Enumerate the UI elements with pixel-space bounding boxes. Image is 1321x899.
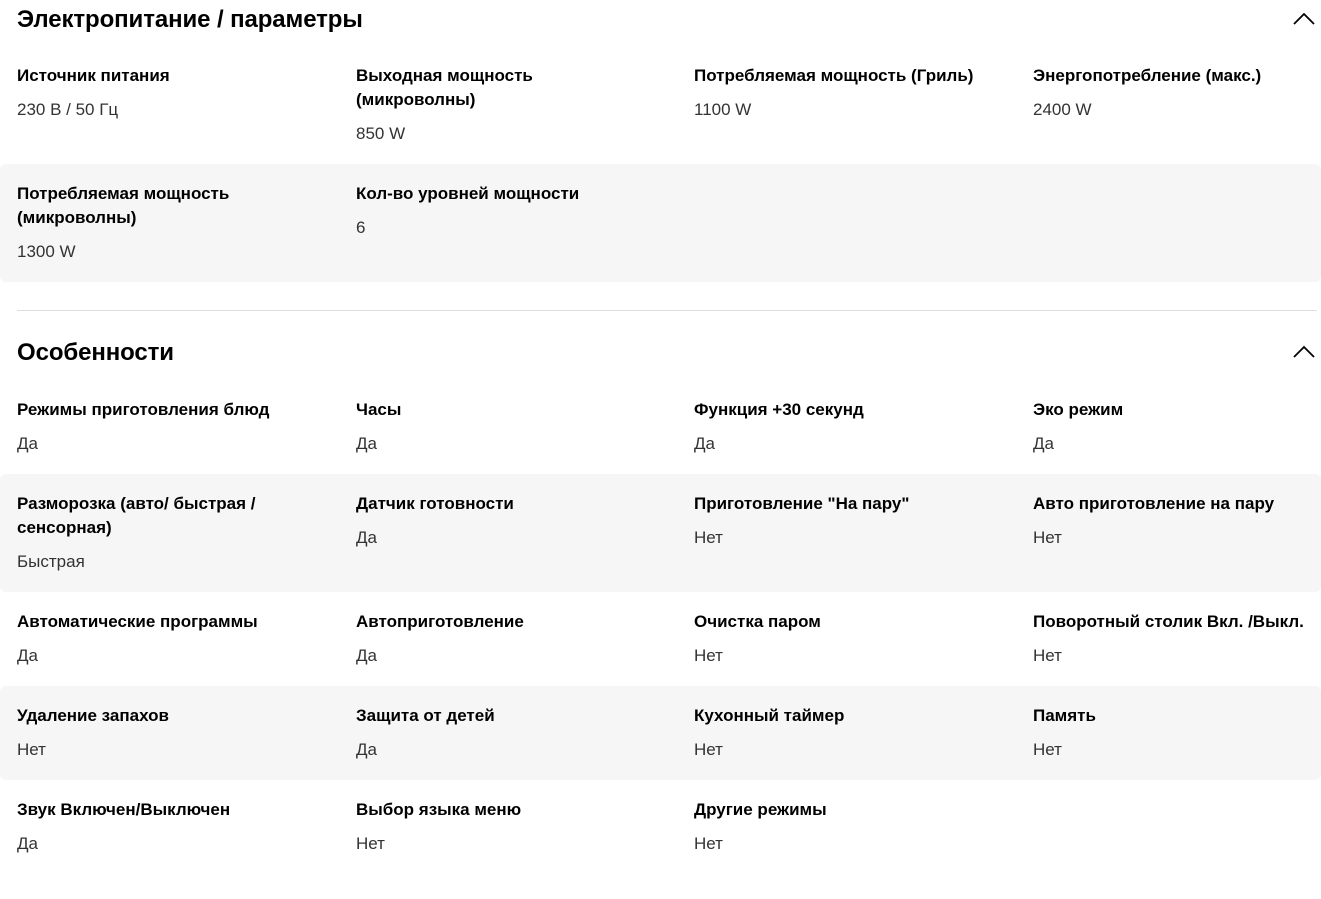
spec-item [1033,398,1321,456]
spec-label: Датчик готовности [356,494,514,513]
spec-value: Нет [17,740,46,759]
spec-value: Нет [694,646,723,665]
spec-item [694,64,1014,122]
spec-item [1033,64,1321,122]
spec-item [356,798,676,856]
spec-value: Нет [1033,646,1062,665]
section-divider [17,310,1317,311]
spec-item [356,492,676,550]
spec-label: Режимы приготовления блюд [17,400,270,419]
spec-value: Нет [694,528,723,547]
spec-label: Разморозка (авто/ быстрая / сенсорная) [17,494,256,537]
spec-label: Звук Включен/Выключен [17,800,231,819]
spec-value: Да [356,740,377,759]
spec-label: Авто приготовление на пару [1033,494,1275,513]
spec-item [356,704,676,762]
spec-label: Источник питания [17,66,170,85]
spec-label: Кол-во уровней мощности [356,184,580,203]
spec-value: Нет [1033,740,1062,759]
spec-row [0,780,1321,874]
spec-value: Да [17,834,38,853]
spec-item [17,798,337,856]
spec-value: 6 [356,218,366,237]
spec-label: Энергопотребление (макс.) [1033,66,1262,85]
spec-item [17,398,337,456]
spec-value: Да [17,434,38,453]
spec-item [356,64,676,146]
spec-label: Выходная мощность (микроволны) [356,66,533,109]
spec-label: Защита от детей [356,706,495,725]
spec-label: Потребляемая мощность (Гриль) [694,66,974,85]
spec-label: Очистка паром [694,612,821,631]
spec-label: Потребляемая мощность (микроволны) [17,184,230,227]
spec-label: Часы [356,400,402,419]
spec-label: Автоприготовление [356,612,524,631]
section-title: Электропитание / параметры [17,6,363,33]
spec-item [17,64,337,122]
spec-item [356,398,676,456]
spec-value: Да [356,646,377,665]
spec-row [0,392,1321,474]
spec-row [0,164,1321,282]
spec-value: Быстрая [17,552,85,571]
chevron-up-icon [1293,12,1315,26]
spec-item [1033,610,1319,668]
chevron-up-icon [1293,345,1315,359]
collapse-button[interactable] [1287,4,1321,36]
spec-row [0,474,1321,592]
section-title: Особенности [17,339,174,366]
spec-row [0,592,1321,686]
spec-label: Другие режимы [694,800,827,819]
spec-label: Автоматические программы [17,612,258,631]
spec-item [17,704,337,762]
spec-value: Да [17,646,38,665]
collapse-button[interactable] [1287,337,1321,369]
spec-value: 1100 W [694,100,752,119]
spec-value: Да [1033,434,1054,453]
spec-label: Удаление запахов [17,706,169,725]
spec-value: Да [694,434,715,453]
spec-value: Нет [694,834,723,853]
spec-value: Да [356,528,377,547]
spec-value: Нет [1033,528,1062,547]
spec-value: 850 W [356,124,406,143]
spec-label: Кухонный таймер [694,706,845,725]
spec-value: 2400 W [1033,100,1092,119]
spec-item [1033,704,1321,762]
spec-item [17,182,337,264]
section-header-power[interactable] [17,0,1321,40]
spec-value: Да [356,434,377,453]
spec-value: Нет [356,834,385,853]
spec-label: Память [1033,706,1096,725]
spec-value: 230 В / 50 Гц [17,100,119,119]
spec-label: Функция +30 секунд [694,400,864,419]
spec-item [356,610,676,668]
spec-item [356,182,676,240]
spec-row [0,58,1321,164]
spec-value: Нет [694,740,723,759]
spec-item [17,610,337,668]
spec-label: Выбор языка меню [356,800,522,819]
spec-item [694,492,1014,550]
spec-item [694,798,1014,856]
spec-item [1033,492,1321,550]
spec-row [0,686,1321,780]
spec-label: Эко режим [1033,400,1124,419]
spec-value: 1300 W [17,242,76,261]
spec-item [17,492,337,574]
spec-label: Приготовление "На пару" [694,494,910,513]
section-header-features[interactable] [17,333,1321,373]
spec-item [694,398,1014,456]
spec-item [694,704,1014,762]
spec-label: Поворотный столик Вкл. /Выкл. [1033,612,1304,631]
spec-item [694,610,1014,668]
